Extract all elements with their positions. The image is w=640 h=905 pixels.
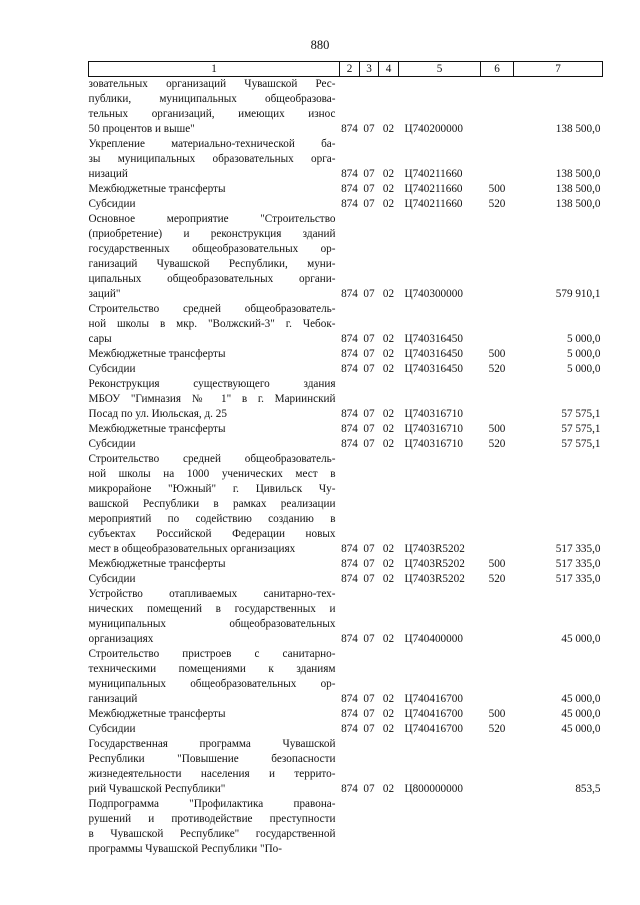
section-cell: 07 — [363, 558, 375, 570]
section-cell: 07 — [363, 198, 375, 210]
ministry-code-cell: 874 — [341, 183, 358, 195]
table-row — [89, 737, 603, 797]
amount-cell: 138 500,0 — [555, 123, 601, 135]
row-name-line: микрорайоне "Южный" г. Цивильск Чу- — [88, 483, 336, 495]
section-cell: 07 — [363, 633, 375, 645]
page-number: 880 — [310, 38, 330, 52]
table-row — [89, 77, 603, 138]
ministry-code-cell: 874 — [341, 438, 358, 450]
target-article-cell: Ц7403R5202 — [404, 573, 465, 585]
row-name-line: государственных общеобразовательных ор- — [88, 243, 336, 255]
target-article-cell: Ц740416700 — [404, 708, 463, 720]
expense-type-cell — [481, 647, 514, 707]
row-name-line: организациях — [88, 633, 154, 645]
ministry-code-cell: 874 — [341, 783, 358, 795]
row-name-line: Посад по ул. Июльская, д. 25 — [88, 408, 227, 420]
row-name-cell — [89, 707, 340, 722]
row-name-line: зовательных организаций Чувашской Рес- — [88, 78, 336, 90]
target-article-cell: Ц740300000 — [404, 288, 463, 300]
target-article-cell: Ц740416700 — [404, 693, 463, 705]
expense-type-cell: 500 — [488, 558, 506, 570]
target-article-cell: Ц740211660 — [404, 183, 463, 195]
section-cell: 07 — [363, 348, 375, 360]
subsection-cell: 02 — [382, 198, 395, 210]
row-name-line: рий Чувашской Республики" — [88, 783, 226, 795]
row-name-line: Межбюджетные трансферты — [88, 423, 226, 435]
amount-cell: 5 000,0 — [566, 363, 601, 375]
row-name-line: зы муниципальных образовательных орга- — [88, 153, 336, 165]
subsection-cell: 02 — [382, 558, 395, 570]
subsection-cell: 02 — [382, 633, 395, 645]
row-name-line: ганизаций Чувашской Республики, муни- — [88, 258, 336, 270]
table-row — [89, 707, 603, 722]
ministry-code-cell: 874 — [341, 288, 358, 300]
row-name-line: Субсидии — [88, 198, 136, 210]
amount-cell: 45 000,0 — [561, 693, 601, 705]
row-name-line: Межбюджетные трансферты — [88, 183, 226, 195]
amount-cell: 57 575,1 — [561, 423, 601, 435]
amount-cell: 5 000,0 — [566, 348, 601, 360]
section-cell: 07 — [363, 168, 375, 180]
section-cell: 07 — [363, 333, 375, 345]
section-cell: 07 — [363, 693, 375, 705]
target-article-cell: Ц7403R5202 — [404, 543, 465, 555]
row-name-line: Субсидии — [88, 723, 136, 735]
row-name-cell — [89, 212, 340, 302]
ministry-code-cell: 874 — [341, 708, 358, 720]
subsection-cell: 02 — [382, 783, 395, 795]
target-article-cell: Ц740200000 — [404, 123, 463, 135]
table-row — [89, 137, 603, 182]
ministry-code-cell: 874 — [341, 198, 358, 210]
table-row — [89, 377, 603, 422]
target-article-cell: Ц740316450 — [404, 333, 463, 345]
expense-type-cell — [481, 452, 514, 557]
row-name-cell — [89, 377, 340, 422]
amount-cell: 579 910,1 — [555, 288, 601, 300]
subsection-cell: 02 — [382, 123, 395, 135]
section-cell: 07 — [363, 123, 375, 135]
section-cell: 07 — [363, 573, 375, 585]
row-name-cell — [89, 737, 340, 797]
ministry-code-cell: 874 — [341, 423, 358, 435]
ministry-code-cell: 874 — [341, 573, 358, 585]
section-cell: 07 — [363, 423, 375, 435]
expense-type-cell — [481, 212, 514, 302]
section-cell: 07 — [363, 438, 375, 450]
row-name-cell — [89, 587, 340, 647]
expense-type-cell: 520 — [488, 198, 506, 210]
row-name-cell — [89, 302, 340, 347]
subsection-cell — [379, 797, 399, 857]
row-name-line: муниципальных общеобразовательных — [88, 618, 336, 630]
row-name-cell — [89, 557, 340, 572]
expense-type-cell — [481, 77, 514, 138]
expense-type-cell — [481, 377, 514, 422]
amount-cell: 517 335,0 — [555, 543, 601, 555]
subsection-cell: 02 — [382, 183, 395, 195]
subsection-cell: 02 — [382, 723, 395, 735]
ministry-code-cell: 874 — [341, 333, 358, 345]
expense-type-cell — [481, 797, 514, 857]
row-name-cell — [89, 347, 340, 362]
ministry-code-cell — [340, 797, 360, 857]
expense-type-cell: 500 — [488, 708, 506, 720]
row-name-cell — [89, 197, 340, 212]
row-name-line: жизнедеятельности населения и террито- — [88, 768, 336, 780]
ministry-code-cell: 874 — [341, 633, 358, 645]
section-cell: 07 — [363, 708, 375, 720]
subsection-cell: 02 — [382, 573, 395, 585]
row-name-cell — [89, 182, 340, 197]
row-name-line: ной школы в мкр. "Волжский-3" г. Чебок- — [88, 318, 336, 330]
row-name-line: техническими помещениями к зданиям — [88, 663, 336, 675]
row-name-line: Основное мероприятие "Строительство — [88, 213, 336, 225]
column-header: 6 — [481, 62, 514, 77]
row-name-line: в Чувашской Республике" государственной — [88, 828, 336, 840]
ministry-code-cell: 874 — [341, 123, 358, 135]
table-row — [89, 437, 603, 452]
target-article-cell: Ц740316450 — [404, 348, 463, 360]
row-name-cell — [89, 452, 340, 557]
table-body — [89, 77, 603, 858]
target-article-cell: Ц740316710 — [404, 438, 463, 450]
row-name-line: Государственная программа Чувашской — [88, 738, 336, 750]
row-name-cell — [89, 722, 340, 737]
expense-type-cell: 520 — [488, 573, 506, 585]
row-name-line: ганизаций — [88, 693, 138, 705]
subsection-cell: 02 — [382, 543, 395, 555]
table-row — [89, 347, 603, 362]
amount-cell: 138 500,0 — [555, 183, 601, 195]
budget-table — [88, 61, 603, 857]
subsection-cell: 02 — [382, 363, 395, 375]
row-name-line: Строительство средней общеобразователь- — [88, 303, 336, 315]
column-header: 5 — [399, 62, 481, 77]
table-row — [89, 302, 603, 347]
row-name-line: нических помещений в государственных и — [88, 603, 336, 615]
section-cell — [360, 797, 379, 857]
row-name-line: ной школы на 1000 ученических мест в — [88, 468, 336, 480]
row-name-line: Субсидии — [88, 363, 136, 375]
target-article-cell: Ц7403R5202 — [404, 558, 465, 570]
row-name-line: вашской Республики в рамках реализации — [88, 498, 336, 510]
section-cell: 07 — [363, 183, 375, 195]
table-row — [89, 362, 603, 377]
section-cell: 07 — [363, 723, 375, 735]
row-name-line: программы Чувашской Республики "По- — [88, 843, 282, 855]
ministry-code-cell: 874 — [341, 723, 358, 735]
subsection-cell: 02 — [382, 408, 395, 420]
row-name-cell — [89, 797, 340, 857]
expense-type-cell — [481, 302, 514, 347]
row-name-line: Устройство отапливаемых санитарно-тех- — [88, 588, 336, 600]
column-header: 1 — [89, 62, 340, 77]
target-article-cell: Ц740316710 — [404, 423, 463, 435]
row-name-line: сары — [88, 333, 112, 345]
ministry-code-cell: 874 — [341, 543, 358, 555]
row-name-line: Республики "Повышение безопасности — [88, 753, 336, 765]
expense-type-cell: 500 — [488, 183, 506, 195]
row-name-cell — [89, 647, 340, 707]
header-row — [89, 62, 603, 77]
section-cell: 07 — [363, 543, 375, 555]
row-name-line: заций" — [88, 288, 121, 300]
row-name-line: Строительство пристроев с санитарно- — [88, 648, 336, 660]
row-name-cell — [89, 437, 340, 452]
target-article-cell: Ц740316710 — [404, 408, 463, 420]
row-name-cell — [89, 572, 340, 587]
row-name-line: Субсидии — [88, 438, 136, 450]
row-name-line: МБОУ "Гимназия № 1" в г. Мариинский — [88, 393, 336, 405]
amount-cell: 45 000,0 — [561, 708, 601, 720]
amount-cell: 517 335,0 — [555, 573, 601, 585]
subsection-cell: 02 — [382, 288, 395, 300]
amount-cell: 45 000,0 — [561, 723, 601, 735]
table-row — [89, 422, 603, 437]
ministry-code-cell: 874 — [341, 693, 358, 705]
target-article-cell: Ц800000000 — [404, 783, 463, 795]
column-header: 7 — [514, 62, 603, 77]
amount-cell: 57 575,1 — [561, 408, 601, 420]
column-header: 4 — [379, 62, 399, 77]
ministry-code-cell: 874 — [341, 558, 358, 570]
table-row — [89, 587, 603, 647]
ministry-code-cell: 874 — [341, 363, 358, 375]
column-header: 3 — [360, 62, 379, 77]
expense-type-cell — [481, 587, 514, 647]
expense-type-cell — [481, 137, 514, 182]
row-name-cell — [89, 362, 340, 377]
amount-cell: 57 575,1 — [561, 438, 601, 450]
row-name-line: 50 процентов и выше" — [88, 123, 195, 135]
subsection-cell: 02 — [382, 333, 395, 345]
table-row — [89, 182, 603, 197]
row-name-line: (приобретение) и реконструкция зданий — [88, 228, 336, 240]
row-name-line: Строительство средней общеобразователь- — [88, 453, 336, 465]
row-name-line: мероприятий по содействию созданию в — [88, 513, 336, 525]
ministry-code-cell: 874 — [341, 348, 358, 360]
row-name-line: низаций — [88, 168, 128, 180]
row-name-line: Межбюджетные трансферты — [88, 348, 226, 360]
expense-type-cell — [481, 737, 514, 797]
expense-type-cell: 520 — [488, 363, 506, 375]
row-name-line: ципальных общеобразовательных органи- — [88, 273, 336, 285]
row-name-line: публики, муниципальных общеобразова- — [88, 93, 336, 105]
row-name-line: тельных организаций, имеющих износ — [88, 108, 336, 120]
section-cell: 07 — [363, 408, 375, 420]
expense-type-cell: 500 — [488, 423, 506, 435]
amount-cell: 45 000,0 — [561, 633, 601, 645]
amount-cell: 517 335,0 — [555, 558, 601, 570]
row-name-line: Межбюджетные трансферты — [88, 558, 226, 570]
row-name-cell — [89, 137, 340, 182]
column-header: 2 — [340, 62, 360, 77]
table-row — [89, 212, 603, 302]
row-name-line: Укрепление материально-технической ба- — [88, 138, 336, 150]
target-article-cell: Ц740400000 — [404, 633, 463, 645]
amount-cell: 5 000,0 — [566, 333, 601, 345]
table-row — [89, 572, 603, 587]
subsection-cell: 02 — [382, 423, 395, 435]
section-cell: 07 — [363, 783, 375, 795]
target-article-cell: Ц740316450 — [404, 363, 463, 375]
row-name-line: рушений и противодействие преступности — [88, 813, 336, 825]
target-article-cell — [399, 797, 481, 857]
target-article-cell: Ц740416700 — [404, 723, 463, 735]
row-name-line: субъектах Российской Федерации новых — [88, 528, 336, 540]
subsection-cell: 02 — [382, 168, 395, 180]
row-name-line: Межбюджетные трансферты — [88, 708, 226, 720]
row-name-line: мест в общеобразовательных организациях — [88, 543, 296, 555]
amount-cell: 138 500,0 — [555, 168, 601, 180]
subsection-cell: 02 — [382, 693, 395, 705]
row-name-cell — [89, 422, 340, 437]
amount-cell: 853,5 — [575, 783, 601, 795]
table-row — [89, 647, 603, 707]
section-cell: 07 — [363, 288, 375, 300]
target-article-cell: Ц740211660 — [404, 198, 463, 210]
target-article-cell: Ц740211660 — [404, 168, 463, 180]
subsection-cell: 02 — [382, 708, 395, 720]
table-row — [89, 197, 603, 212]
ministry-code-cell: 874 — [341, 408, 358, 420]
table-row — [89, 452, 603, 557]
amount-cell: 138 500,0 — [555, 198, 601, 210]
table-row — [89, 797, 603, 857]
row-name-line: Субсидии — [88, 573, 136, 585]
subsection-cell: 02 — [382, 438, 395, 450]
table-row — [89, 722, 603, 737]
table-row — [89, 557, 603, 572]
subsection-cell: 02 — [382, 348, 395, 360]
amount-cell — [514, 797, 603, 857]
section-cell: 07 — [363, 363, 375, 375]
row-name-line: Реконструкция существующего здания — [88, 378, 336, 390]
expense-type-cell: 520 — [488, 438, 506, 450]
row-name-cell — [89, 77, 340, 138]
expense-type-cell: 500 — [488, 348, 506, 360]
row-name-line: Подпрограмма "Профилактика правона- — [88, 798, 336, 810]
expense-type-cell: 520 — [488, 723, 506, 735]
ministry-code-cell: 874 — [341, 168, 358, 180]
row-name-line: муниципальных общеобразовательных ор- — [88, 678, 336, 690]
